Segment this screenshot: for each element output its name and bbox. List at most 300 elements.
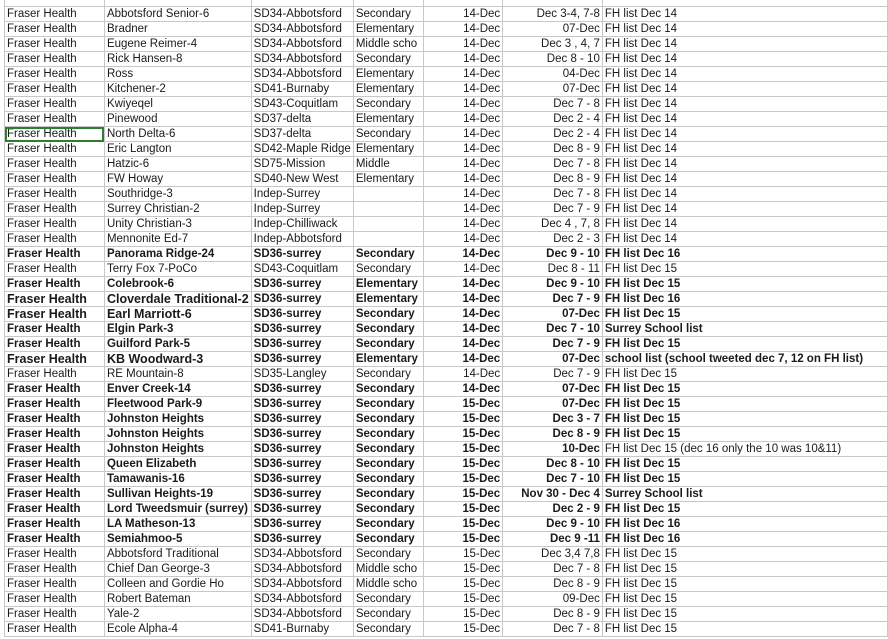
cell-source[interactable]: FH list Dec 16 xyxy=(602,292,887,307)
cell-school[interactable]: Queen Elizabeth xyxy=(104,457,251,472)
cell-district[interactable]: SD36-surrey xyxy=(251,397,353,412)
cell-district[interactable]: SD36-surrey xyxy=(251,502,353,517)
cell-level[interactable] xyxy=(353,187,423,202)
cell-school[interactable]: Eric Langton xyxy=(104,142,251,157)
cell-level[interactable]: Secondary xyxy=(353,337,423,352)
cell-district[interactable]: SD40-New West xyxy=(251,172,353,187)
cell-source[interactable]: FH list Dec 15 (dec 16 only the 10 was 10&11) xyxy=(602,442,887,457)
cell-source[interactable]: FH list Dec 14 xyxy=(602,232,887,247)
cell-level[interactable] xyxy=(353,202,423,217)
cell-school[interactable]: Ecole Alpha-4 xyxy=(104,622,251,637)
cell-date-added[interactable]: 14-Dec xyxy=(424,157,503,172)
cell-level[interactable]: Middle scho xyxy=(353,37,423,52)
cell-health-authority[interactable]: Fraser Health xyxy=(5,517,105,532)
cell-level[interactable]: Secondary xyxy=(353,472,423,487)
cell-date-added[interactable]: 14-Dec xyxy=(424,202,503,217)
cell-school[interactable]: Guilford Park-5 xyxy=(104,337,251,352)
cell-school[interactable]: Chief Dan George-3 xyxy=(104,562,251,577)
cell-source[interactable]: FH list Dec 15 xyxy=(602,457,887,472)
cell-health-authority[interactable]: Fraser Health xyxy=(5,427,105,442)
cell-district[interactable]: SD36-surrey xyxy=(251,277,353,292)
cell-health-authority[interactable]: Fraser Health xyxy=(5,112,105,127)
cell-date-added[interactable]: 14-Dec xyxy=(424,22,503,37)
cell-exposure-dates[interactable]: Dec 8 - 9 xyxy=(503,607,603,622)
cell-school[interactable]: Lord Tweedsmuir (surrey) xyxy=(104,502,251,517)
table-row xyxy=(5,262,888,277)
cell-district[interactable]: SD34-Abbotsford xyxy=(251,52,353,67)
cell-level[interactable]: Secondary xyxy=(353,97,423,112)
cell-district[interactable]: SD36-surrey xyxy=(251,352,353,367)
cell-date-added[interactable]: 15-Dec xyxy=(424,502,503,517)
cell-health-authority[interactable]: Fraser Health xyxy=(5,352,105,367)
cell-source[interactable]: FH list Dec 15 xyxy=(602,382,887,397)
cell-exposure-dates[interactable]: Dec 8 - 10 xyxy=(503,52,603,67)
cell-exposure-dates[interactable]: Dec 8 - 9 xyxy=(503,142,603,157)
cell-source[interactable]: FH list Dec 14 xyxy=(602,157,887,172)
cell-source[interactable]: FH list Dec 15 xyxy=(602,397,887,412)
cell-health-authority[interactable]: Fraser Health xyxy=(5,442,105,457)
cell-level[interactable] xyxy=(353,232,423,247)
cell-district[interactable]: SD34-Abbotsford xyxy=(251,607,353,622)
cell-district[interactable]: Indep-Surrey xyxy=(251,202,353,217)
cell-exposure-dates[interactable]: Dec 3-4, 7-8 xyxy=(503,7,603,22)
cell-district[interactable]: SD34-Abbotsford xyxy=(251,592,353,607)
cell-level[interactable]: Secondary xyxy=(353,427,423,442)
cell-source[interactable]: FH list Dec 15 xyxy=(602,622,887,637)
cell-source[interactable]: FH list Dec 14 xyxy=(602,217,887,232)
cell-date-added[interactable]: 15-Dec xyxy=(424,472,503,487)
cell-school[interactable]: Surrey Christian-2 xyxy=(104,202,251,217)
cell-district[interactable]: Indep-Abbotsford xyxy=(251,232,353,247)
cell-date-added[interactable]: 15-Dec xyxy=(424,457,503,472)
cell-level[interactable]: Elementary xyxy=(353,22,423,37)
cell-school[interactable]: Enver Creek-14 xyxy=(104,382,251,397)
cell-date-added[interactable]: 14-Dec xyxy=(424,97,503,112)
cell-health-authority[interactable]: Fraser Health xyxy=(5,472,105,487)
cell-level[interactable]: Secondary xyxy=(353,517,423,532)
cell-school[interactable]: Southridge-3 xyxy=(104,187,251,202)
cell-school[interactable]: Johnston Heights xyxy=(104,442,251,457)
cell-school[interactable]: Sullivan Heights-19 xyxy=(104,487,251,502)
cell-level[interactable]: Elementary xyxy=(353,82,423,97)
cell-school[interactable]: Rick Hansen-8 xyxy=(104,52,251,67)
cell-date-added[interactable]: 14-Dec xyxy=(424,37,503,52)
cell-date-added[interactable]: 15-Dec xyxy=(424,397,503,412)
cell-exposure-dates[interactable]: 09-Dec xyxy=(503,592,603,607)
cell-exposure-dates[interactable]: 04-Dec xyxy=(503,67,603,82)
cell-source[interactable]: FH list Dec 14 xyxy=(602,202,887,217)
cell-district[interactable]: SD36-surrey xyxy=(251,337,353,352)
cell-exposure-dates[interactable]: Dec 3 - 7 xyxy=(503,412,603,427)
cell-source[interactable]: FH list Dec 14 xyxy=(602,142,887,157)
table-row xyxy=(5,622,888,637)
cell-level[interactable]: Secondary xyxy=(353,487,423,502)
cell-health-authority[interactable]: Fraser Health xyxy=(5,502,105,517)
cell-level[interactable]: Secondary xyxy=(353,7,423,22)
cell-source[interactable]: FH list Dec 15 xyxy=(602,577,887,592)
cell-health-authority[interactable]: Fraser Health xyxy=(5,217,105,232)
cell-source[interactable]: FH list Dec 16 xyxy=(602,247,887,262)
cell-date-added[interactable]: 15-Dec xyxy=(424,517,503,532)
cell-health-authority[interactable]: Fraser Health xyxy=(5,277,105,292)
cell-level[interactable]: Elementary xyxy=(353,292,423,307)
cell-health-authority[interactable]: Fraser Health xyxy=(5,487,105,502)
cell-health-authority[interactable]: Fraser Health xyxy=(5,52,105,67)
cell-health-authority[interactable]: Fraser Health xyxy=(5,157,105,172)
cell-health-authority[interactable]: Fraser Health xyxy=(5,397,105,412)
cell-district[interactable]: Indep-Chilliwack xyxy=(251,217,353,232)
cell-school[interactable]: Johnston Heights xyxy=(104,412,251,427)
cell-exposure-dates[interactable]: Dec 7 - 8 xyxy=(503,97,603,112)
cell-district[interactable]: SD34-Abbotsford xyxy=(251,577,353,592)
cell-date-added[interactable]: 14-Dec xyxy=(424,172,503,187)
cell-source[interactable]: FH list Dec 15 xyxy=(602,562,887,577)
cell-exposure-dates[interactable]: Dec 7 - 9 xyxy=(503,367,603,382)
cell-exposure-dates[interactable]: Dec 7 - 9 xyxy=(503,337,603,352)
cell-school[interactable]: Elgin Park-3 xyxy=(104,322,251,337)
cell-date-added[interactable]: 14-Dec xyxy=(424,52,503,67)
cell-health-authority[interactable]: Fraser Health xyxy=(5,307,105,322)
cell-health-authority-selected[interactable]: Fraser Health xyxy=(5,127,105,142)
cell-exposure-dates[interactable]: Dec 2 - 4 xyxy=(503,112,603,127)
cell-date-added[interactable]: 14-Dec xyxy=(424,217,503,232)
cell-district[interactable]: SD42-Maple Ridge xyxy=(251,142,353,157)
cell-date-added[interactable]: 14-Dec xyxy=(424,7,503,22)
cell-exposure-dates[interactable]: Dec 2 - 9 xyxy=(503,502,603,517)
cell-date-added[interactable]: 15-Dec xyxy=(424,427,503,442)
cell-health-authority[interactable]: Fraser Health xyxy=(5,562,105,577)
cell-exposure-dates[interactable]: 07-Dec xyxy=(503,307,603,322)
cell-health-authority[interactable]: Fraser Health xyxy=(5,172,105,187)
cell-level[interactable]: Secondary xyxy=(353,622,423,637)
cell-date-added[interactable]: 14-Dec xyxy=(424,247,503,262)
table-row xyxy=(5,217,888,232)
cell-school[interactable]: Terry Fox 7-PoCo xyxy=(104,262,251,277)
cell-school[interactable]: Pinewood xyxy=(104,112,251,127)
cell-level[interactable]: Middle scho xyxy=(353,577,423,592)
cell-district[interactable]: SD41-Burnaby xyxy=(251,622,353,637)
cell-district[interactable]: SD36-surrey xyxy=(251,517,353,532)
cell-date-added[interactable]: 14-Dec xyxy=(424,292,503,307)
cell-source[interactable]: FH list Dec 16 xyxy=(602,517,887,532)
cell-exposure-dates[interactable]: Dec 7 - 8 xyxy=(503,187,603,202)
cell-school[interactable]: Semiahmoo-5 xyxy=(104,532,251,547)
cell-school[interactable]: Mennonite Ed-7 xyxy=(104,232,251,247)
cell-exposure-dates[interactable]: Nov 30 - Dec 4 xyxy=(503,487,603,502)
cell-date-added[interactable]: 14-Dec xyxy=(424,367,503,382)
cell-source[interactable]: FH list Dec 14 xyxy=(602,82,887,97)
cell-source[interactable]: FH list Dec 15 xyxy=(602,277,887,292)
cell-source[interactable]: FH list Dec 15 xyxy=(602,502,887,517)
cell-date-added[interactable]: 15-Dec xyxy=(424,547,503,562)
cell-source[interactable]: FH list Dec 15 xyxy=(602,307,887,322)
cell-source[interactable]: Surrey School list xyxy=(602,487,887,502)
cell-health-authority[interactable]: Fraser Health xyxy=(5,82,105,97)
cell-exposure-dates[interactable]: Dec 7 - 9 xyxy=(503,292,603,307)
cell-date-added[interactable]: 14-Dec xyxy=(424,382,503,397)
cell-district[interactable]: SD34-Abbotsford xyxy=(251,67,353,82)
cell-exposure-dates[interactable]: Dec 8 - 10 xyxy=(503,457,603,472)
cell-date-added[interactable]: 15-Dec xyxy=(424,577,503,592)
cell-exposure-dates[interactable]: Dec 7 - 8 xyxy=(503,562,603,577)
cell-health-authority[interactable]: Fraser Health xyxy=(5,202,105,217)
cell-health-authority[interactable]: Fraser Health xyxy=(5,592,105,607)
cell-level[interactable]: Secondary xyxy=(353,307,423,322)
cell-district[interactable]: SD36-surrey xyxy=(251,412,353,427)
cell-level[interactable]: Secondary xyxy=(353,457,423,472)
cell-exposure-dates[interactable]: Dec 9 - 10 xyxy=(503,277,603,292)
cell-level[interactable] xyxy=(353,217,423,232)
cell-exposure-dates[interactable]: Dec 3,4 7,8 xyxy=(503,547,603,562)
cell-date-added[interactable]: 14-Dec xyxy=(424,82,503,97)
cell-exposure-dates[interactable]: Dec 8 - 11 xyxy=(503,262,603,277)
cell-district[interactable]: SD36-surrey xyxy=(251,532,353,547)
cell-health-authority[interactable]: Fraser Health xyxy=(5,232,105,247)
cell-health-authority[interactable]: Fraser Health xyxy=(5,37,105,52)
cell-district[interactable]: SD35-Langley xyxy=(251,367,353,382)
cell-source[interactable]: FH list Dec 15 xyxy=(602,472,887,487)
cell-district[interactable]: SD36-surrey xyxy=(251,472,353,487)
cell-health-authority[interactable]: Fraser Health xyxy=(5,7,105,22)
cell-district[interactable]: SD34-Abbotsford xyxy=(251,7,353,22)
cell-school[interactable]: KB Woodward-3 xyxy=(104,352,251,367)
cell-level[interactable]: Secondary xyxy=(353,322,423,337)
cell-health-authority[interactable]: Fraser Health xyxy=(5,187,105,202)
cell-district[interactable]: SD34-Abbotsford xyxy=(251,547,353,562)
cell-school[interactable]: Yale-2 xyxy=(104,607,251,622)
cell-district[interactable]: SD43-Coquitlam xyxy=(251,262,353,277)
cell-level[interactable]: Middle scho xyxy=(353,562,423,577)
cell-exposure-dates[interactable]: 10-Dec xyxy=(503,442,603,457)
cell-district[interactable]: SD34-Abbotsford xyxy=(251,562,353,577)
cell-district[interactable]: SD37-delta xyxy=(251,127,353,142)
cell-date-added[interactable]: 14-Dec xyxy=(424,307,503,322)
cell-school[interactable]: Fleetwood Park-9 xyxy=(104,397,251,412)
cell-source[interactable]: FH list Dec 14 xyxy=(602,22,887,37)
cell-date-added[interactable]: 14-Dec xyxy=(424,277,503,292)
cell-source[interactable]: FH list Dec 15 xyxy=(602,427,887,442)
cell-school[interactable]: Earl Marriott-6 xyxy=(104,307,251,322)
cell-level[interactable]: Secondary xyxy=(353,607,423,622)
cell-school[interactable]: Johnston Heights xyxy=(104,427,251,442)
cell-level[interactable]: Elementary xyxy=(353,277,423,292)
table-row xyxy=(5,22,888,37)
cell-date-added[interactable]: 14-Dec xyxy=(424,232,503,247)
cell-district[interactable]: SD34-Abbotsford xyxy=(251,22,353,37)
cell-district[interactable]: SD43-Coquitlam xyxy=(251,97,353,112)
cell-school[interactable]: Abbotsford Senior-6 xyxy=(104,7,251,22)
cell-district[interactable]: SD36-surrey xyxy=(251,457,353,472)
cell-source[interactable]: FH list Dec 15 xyxy=(602,262,887,277)
cell-source[interactable]: FH list Dec 16 xyxy=(602,532,887,547)
cell-date-added[interactable]: 15-Dec xyxy=(424,592,503,607)
cell-health-authority[interactable]: Fraser Health xyxy=(5,67,105,82)
cell-source[interactable]: FH list Dec 15 xyxy=(602,592,887,607)
cell-school[interactable]: Eugene Reimer-4 xyxy=(104,37,251,52)
cell-level[interactable]: Secondary xyxy=(353,442,423,457)
cell-exposure-dates[interactable]: 07-Dec xyxy=(503,82,603,97)
cell-school[interactable]: FW Howay xyxy=(104,172,251,187)
cell-exposure-dates[interactable]: Dec 9 - 10 xyxy=(503,247,603,262)
cell-level[interactable]: Secondary xyxy=(353,412,423,427)
cell-source[interactable]: FH list Dec 15 xyxy=(602,547,887,562)
cell-school[interactable]: Colleen and Gordie Ho xyxy=(104,577,251,592)
cell-level[interactable]: Secondary xyxy=(353,247,423,262)
cell-exposure-dates[interactable]: Dec 8 - 9 xyxy=(503,577,603,592)
cell-school[interactable]: Colebrook-6 xyxy=(104,277,251,292)
cell-source[interactable]: FH list Dec 14 xyxy=(602,67,887,82)
cell-exposure-dates[interactable]: 07-Dec xyxy=(503,352,603,367)
cell-health-authority[interactable]: Fraser Health xyxy=(5,412,105,427)
cell-source[interactable]: FH list Dec 15 xyxy=(602,412,887,427)
cell-health-authority[interactable]: Fraser Health xyxy=(5,142,105,157)
cell-health-authority[interactable]: Fraser Health xyxy=(5,322,105,337)
cell-district[interactable]: SD36-surrey xyxy=(251,307,353,322)
cell-health-authority[interactable]: Fraser Health xyxy=(5,622,105,637)
cell-source[interactable]: school list (school tweeted dec 7, 12 on FH list) xyxy=(602,352,887,367)
cell-district[interactable]: SD37-delta xyxy=(251,112,353,127)
cell-level[interactable]: Middle xyxy=(353,157,423,172)
cell-date-added[interactable]: 14-Dec xyxy=(424,142,503,157)
cell-level[interactable]: Secondary xyxy=(353,262,423,277)
cell-level[interactable]: Secondary xyxy=(353,367,423,382)
cell-date-added[interactable]: 15-Dec xyxy=(424,607,503,622)
cell-school[interactable]: Kwiyeqel xyxy=(104,97,251,112)
cell-source[interactable]: FH list Dec 15 xyxy=(602,367,887,382)
cell-exposure-dates[interactable]: Dec 7 - 8 xyxy=(503,622,603,637)
cell-date-added[interactable]: 15-Dec xyxy=(424,412,503,427)
cell-source[interactable]: FH list Dec 14 xyxy=(602,7,887,22)
cell-exposure-dates[interactable]: Dec 8 - 9 xyxy=(503,427,603,442)
cell-date-added[interactable]: 14-Dec xyxy=(424,112,503,127)
cell-health-authority[interactable]: Fraser Health xyxy=(5,367,105,382)
cell-level[interactable]: Secondary xyxy=(353,397,423,412)
cell-school[interactable]: North Delta-6 xyxy=(104,127,251,142)
cell-level[interactable]: Secondary xyxy=(353,52,423,67)
cell-level[interactable]: Secondary xyxy=(353,502,423,517)
cell-date-added[interactable]: 14-Dec xyxy=(424,187,503,202)
cell-exposure-dates[interactable]: Dec 2 - 4 xyxy=(503,127,603,142)
cell-district[interactable]: Indep-Surrey xyxy=(251,187,353,202)
cell-school[interactable]: RE Mountain-8 xyxy=(104,367,251,382)
cell-source[interactable]: FH list Dec 14 xyxy=(602,97,887,112)
cell-district[interactable]: SD36-surrey xyxy=(251,292,353,307)
cell-level[interactable]: Secondary xyxy=(353,382,423,397)
cell-health-authority[interactable]: Fraser Health xyxy=(5,292,105,307)
cell-health-authority[interactable]: Fraser Health xyxy=(5,382,105,397)
cell-level[interactable]: Secondary xyxy=(353,532,423,547)
cell-health-authority[interactable]: Fraser Health xyxy=(5,577,105,592)
cell-source[interactable]: FH list Dec 15 xyxy=(602,337,887,352)
cell-exposure-dates[interactable]: 07-Dec xyxy=(503,397,603,412)
cell-exposure-dates[interactable]: Dec 9 - 10 xyxy=(503,517,603,532)
cell-date-added[interactable]: 15-Dec xyxy=(424,622,503,637)
cell-date-added[interactable]: 15-Dec xyxy=(424,532,503,547)
table-row xyxy=(5,502,888,517)
cell-district[interactable]: SD36-surrey xyxy=(251,247,353,262)
cell-date-added[interactable]: 15-Dec xyxy=(424,442,503,457)
cell-level[interactable]: Secondary xyxy=(353,127,423,142)
cell-district[interactable]: SD34-Abbotsford xyxy=(251,37,353,52)
cell-health-authority[interactable]: Fraser Health xyxy=(5,457,105,472)
cell-exposure-dates[interactable]: Dec 4 , 7, 8 xyxy=(503,217,603,232)
cell-level[interactable]: Elementary xyxy=(353,112,423,127)
cell-source[interactable]: FH list Dec 14 xyxy=(602,52,887,67)
cell-date-added[interactable]: 14-Dec xyxy=(424,322,503,337)
cell-date-added[interactable]: 15-Dec xyxy=(424,562,503,577)
cell-school[interactable]: Kitchener-2 xyxy=(104,82,251,97)
table-row xyxy=(5,577,888,592)
cell-school[interactable]: Cloverdale Traditional-2 xyxy=(104,292,251,307)
cell-school[interactable]: Abbotsford Traditional xyxy=(104,547,251,562)
cell-level[interactable]: Secondary xyxy=(353,547,423,562)
cell-district[interactable]: SD75-Mission xyxy=(251,157,353,172)
cell-health-authority[interactable]: Fraser Health xyxy=(5,607,105,622)
cell-school[interactable]: Unity Christian-3 xyxy=(104,217,251,232)
cell-school[interactable]: LA Matheson-13 xyxy=(104,517,251,532)
cell-district[interactable]: SD36-surrey xyxy=(251,322,353,337)
cell-school[interactable]: Bradner xyxy=(104,22,251,37)
cell-date-added[interactable]: 14-Dec xyxy=(424,352,503,367)
cell-school[interactable]: Hatzic-6 xyxy=(104,157,251,172)
cell-level[interactable]: Elementary xyxy=(353,172,423,187)
cell-health-authority[interactable]: Fraser Health xyxy=(5,262,105,277)
cell-school[interactable]: Tamawanis-16 xyxy=(104,472,251,487)
cell-district[interactable]: SD36-surrey xyxy=(251,442,353,457)
cell-source[interactable]: Surrey School list xyxy=(602,322,887,337)
cell-date-added[interactable]: 14-Dec xyxy=(424,337,503,352)
cell-date-added[interactable]: 14-Dec xyxy=(424,67,503,82)
cell-school[interactable]: Ross xyxy=(104,67,251,82)
cell-exposure-dates[interactable]: Dec 7 - 9 xyxy=(503,202,603,217)
cell-health-authority[interactable]: Fraser Health xyxy=(5,547,105,562)
cell-level[interactable]: Elementary xyxy=(353,142,423,157)
cell-exposure-dates[interactable]: Dec 8 - 9 xyxy=(503,172,603,187)
cell-district[interactable]: SD36-surrey xyxy=(251,427,353,442)
cell-exposure-dates[interactable]: Dec 3 , 4, 7 xyxy=(503,37,603,52)
cell-source[interactable]: FH list Dec 14 xyxy=(602,37,887,52)
cell-health-authority[interactable]: Fraser Health xyxy=(5,22,105,37)
cell-date-added[interactable]: 14-Dec xyxy=(424,127,503,142)
cell-exposure-dates[interactable]: Dec 2 - 3 xyxy=(503,232,603,247)
cell-health-authority[interactable]: Fraser Health xyxy=(5,337,105,352)
cell-exposure-dates[interactable]: Dec 7 - 10 xyxy=(503,322,603,337)
cell-district[interactable]: SD36-surrey xyxy=(251,487,353,502)
cell-school[interactable]: Panorama Ridge-24 xyxy=(104,247,251,262)
cell-source[interactable]: FH list Dec 14 xyxy=(602,127,887,142)
cell-level[interactable]: Elementary xyxy=(353,352,423,367)
cell-exposure-dates[interactable]: Dec 7 - 8 xyxy=(503,157,603,172)
cell-source[interactable]: FH list Dec 14 xyxy=(602,187,887,202)
cell-health-authority[interactable]: Fraser Health xyxy=(5,532,105,547)
cell-district[interactable]: SD41-Burnaby xyxy=(251,82,353,97)
cell-date-added[interactable]: 14-Dec xyxy=(424,262,503,277)
cell-health-authority[interactable]: Fraser Health xyxy=(5,97,105,112)
cell-source[interactable]: FH list Dec 15 xyxy=(602,607,887,622)
cell-exposure-dates[interactable]: 07-Dec xyxy=(503,382,603,397)
cell-source[interactable]: FH list Dec 14 xyxy=(602,172,887,187)
cell-health-authority[interactable]: Fraser Health xyxy=(5,247,105,262)
cell-level[interactable]: Elementary xyxy=(353,67,423,82)
cell-exposure-dates[interactable]: Dec 9 -11 xyxy=(503,532,603,547)
cell-district[interactable]: SD36-surrey xyxy=(251,382,353,397)
cell-date-added[interactable]: 15-Dec xyxy=(424,487,503,502)
cell-exposure-dates[interactable]: Dec 7 - 10 xyxy=(503,472,603,487)
cell-exposure-dates[interactable]: 07-Dec xyxy=(503,22,603,37)
cell-school[interactable]: Robert Bateman xyxy=(104,592,251,607)
cell-level[interactable]: Secondary xyxy=(353,592,423,607)
cell-source[interactable]: FH list Dec 14 xyxy=(602,112,887,127)
